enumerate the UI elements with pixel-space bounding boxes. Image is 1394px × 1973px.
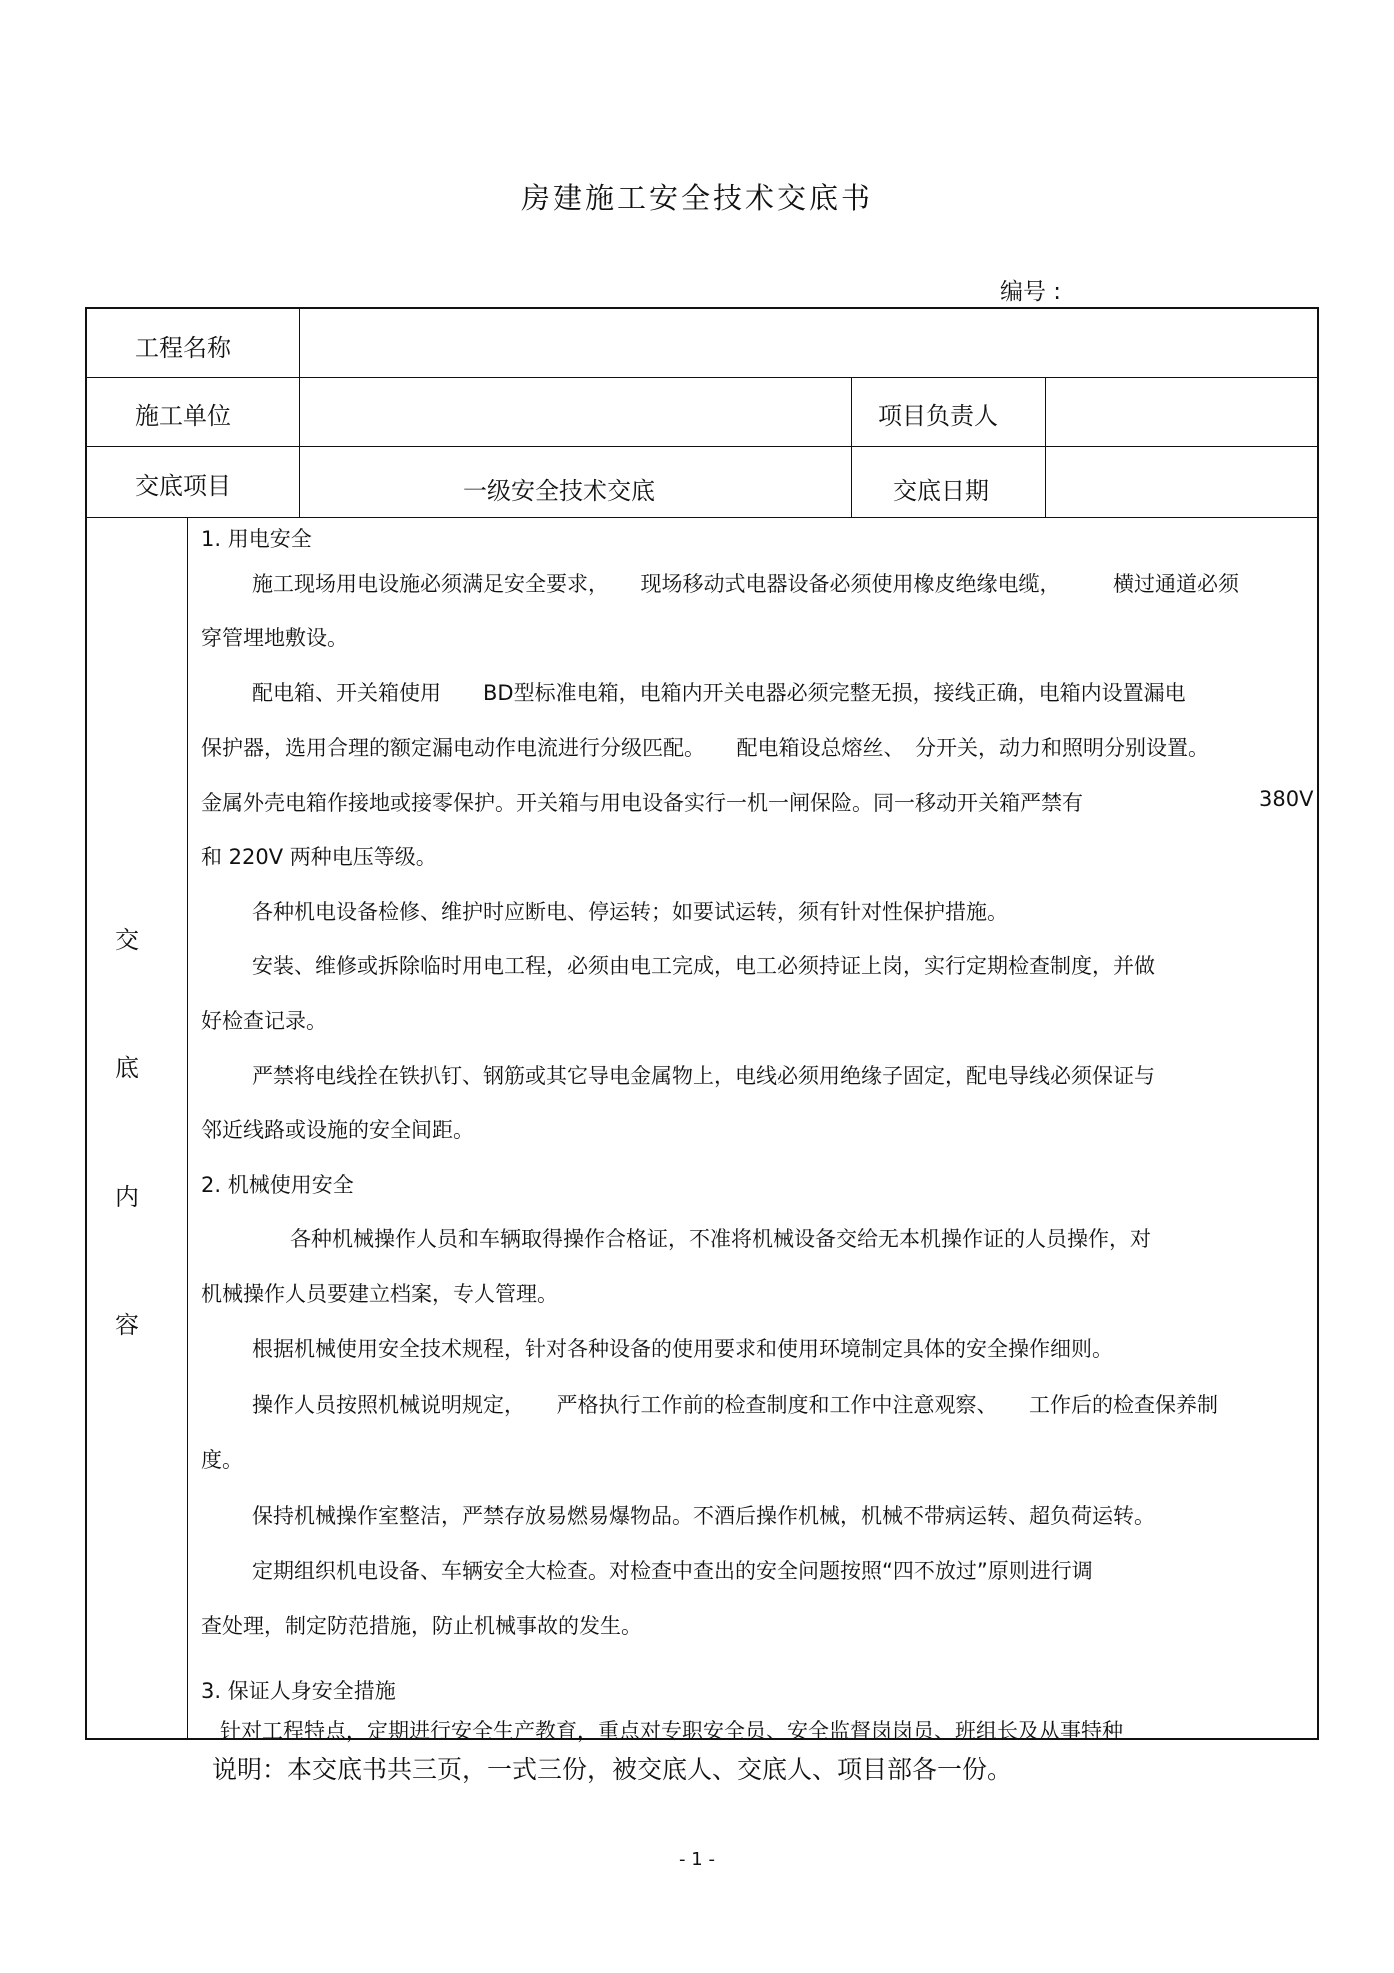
document-title: 房建施工安全技术交底书 xyxy=(520,181,873,215)
content-line: 机械操作人员要建立档案，专人管理。 xyxy=(201,1282,558,1306)
content-line: 根据机械使用安全技术规程，针对各种设备的使用要求和使用环境制定具体的安全操作细则。 xyxy=(252,1337,1113,1361)
briefing-item-value: 一级安全技术交底 xyxy=(463,477,655,505)
content-line: 度。 xyxy=(201,1448,243,1472)
briefing-table xyxy=(85,307,1319,1743)
briefing-item-label: 交底项目 xyxy=(135,472,231,500)
content-line: 严禁将电线拴在铁扒钉、钢筋或其它导电金属物上，电线必须用绝缘子固定，配电导线必须保证与 xyxy=(252,1064,1155,1088)
section-heading: 3. 保证人身安全措施 xyxy=(201,1679,396,1703)
section-heading: 2. 机械使用安全 xyxy=(201,1173,354,1197)
briefing-date-label: 交底日期 xyxy=(893,477,989,505)
footnote: 说明：本交底书共三页，一式三份，被交底人、交底人、项目部各一份。 xyxy=(212,1755,1013,1784)
column-divider xyxy=(299,309,300,517)
content-line: 配电箱、开关箱使用 BD型标准电箱，电箱内开关电器必须完整无损，接线正确，电箱内设置漏电 xyxy=(252,681,1186,705)
content-line: 保护器，选用合理的额定漏电动作电流进行分级匹配。 配电箱设总熔丝、 分开关，动力和照明分别设置。 xyxy=(201,736,1209,760)
content-line: 施工现场用电设施必须满足安全要求， 现场移动式电器设备必须使用橡皮绝缘电缆， 横过通道必须 xyxy=(252,572,1239,596)
project-name-label: 工程名称 xyxy=(135,334,231,362)
content-line: 操作人员按照机械说明规定， 严格执行工作前的检查制度和工作中注意观察、 工作后的检查保养制 xyxy=(252,1393,1218,1417)
column-divider xyxy=(851,377,852,517)
content-label-char: 底 xyxy=(115,1054,139,1082)
content-label-char: 容 xyxy=(115,1311,139,1339)
content-line: 穿管埋地敷设。 xyxy=(201,626,348,650)
content-line: 安装、维修或拆除临时用电工程，必须由电工完成，电工必须持证上岗，实行定期检查制度，并做 xyxy=(252,954,1155,978)
section-heading: 1. 用电安全 xyxy=(201,527,312,551)
content-line: 邻近线路或设施的安全间距。 xyxy=(201,1118,474,1142)
content-label-char: 交 xyxy=(115,926,139,954)
content-line: 定期组织机电设备、车辆安全大检查。对检查中查出的安全问题按照“四不放过”原则进行调 xyxy=(252,1559,1093,1583)
row-divider xyxy=(87,446,1317,447)
content-label-char: 内 xyxy=(115,1183,139,1211)
content-line: 各种机电设备检修、维护时应断电、停运转；如要试运转，须有针对性保护措施。 xyxy=(252,900,1008,924)
content-line: 金属外壳电箱作接地或接零保护。开关箱与用电设备实行一机一闸保险。同一移动开关箱严禁有 xyxy=(201,791,1083,815)
column-divider xyxy=(187,517,188,1740)
content-line: 查处理，制定防范措施，防止机械事故的发生。 xyxy=(201,1614,642,1638)
page-number: - 1 - xyxy=(679,1849,715,1870)
content-line: 380V xyxy=(1259,787,1314,811)
row-divider xyxy=(87,517,1317,518)
content-line: 各种机械操作人员和车辆取得操作合格证，不准将机械设备交给无本机操作证的人员操作，对 xyxy=(290,1227,1151,1251)
project-manager-label: 项目负责人 xyxy=(878,402,998,430)
column-divider xyxy=(1045,377,1046,517)
content-line: 针对工程特点，定期进行安全生产教育，重点对专职安全员、安全监督岗岗员、班组长及从事特种 xyxy=(220,1719,1123,1743)
content-line: 和 220V 两种电压等级。 xyxy=(201,845,437,869)
content-line: 好检查记录。 xyxy=(201,1009,327,1033)
construction-unit-label: 施工单位 xyxy=(135,402,231,430)
content-line: 保持机械操作室整洁，严禁存放易燃易爆物品。不酒后操作机械，机械不带病运转、超负荷运转。 xyxy=(252,1504,1155,1528)
serial-number-label: 编号 : xyxy=(1000,279,1062,305)
row-divider xyxy=(87,377,1317,378)
